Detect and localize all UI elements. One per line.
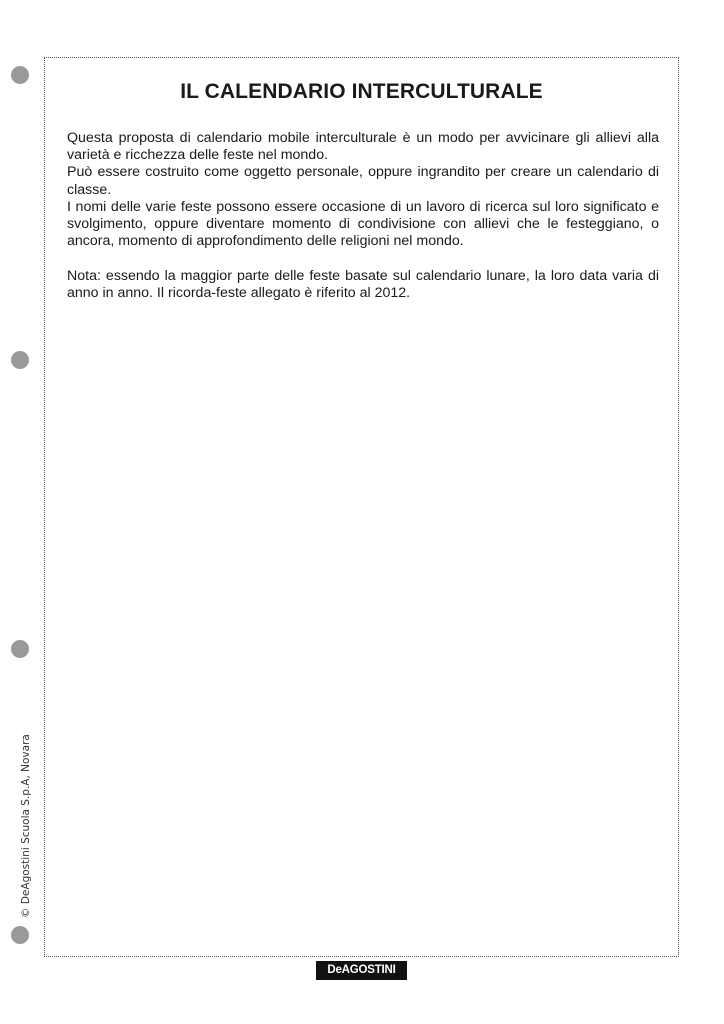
page-title: IL CALENDARIO INTERCULTURALE	[180, 80, 543, 103]
copyright-notice: © DeAgostini Scuola S.p.A, Novara	[20, 734, 32, 918]
logo-text: DeAGOSTINI	[327, 964, 396, 976]
deagostini-logo	[316, 961, 407, 980]
binder-hole-2	[11, 351, 29, 369]
binder-hole-1	[11, 66, 29, 84]
paragraph-note: Nota: essendo la maggior parte delle feste basate sul calendario lunare, la loro data varia di anno in anno. Il ricorda-feste allegato è riferito al 2012.	[67, 267, 659, 301]
paragraph-research: I nomi delle varie feste possono essere occasione di un lavoro di ricerca sul loro significato e svolgimento, oppure diventare momento di condivisione con allievi che le festeggiano, o ancora, momento di approfondimento delle religioni nel mondo.	[67, 198, 659, 250]
paragraph-intro: Questa proposta di calendario mobile interculturale è un modo per avvicinare gli allievi alla varietà e ricchezza delle feste nel mondo.	[67, 130, 659, 164]
binder-hole-4	[11, 926, 29, 944]
paragraph-usage: Può essere costruito come oggetto personale, oppure ingrandito per creare un calendario di classe.	[67, 164, 659, 198]
document-body	[67, 130, 659, 302]
binder-hole-3	[11, 640, 29, 658]
